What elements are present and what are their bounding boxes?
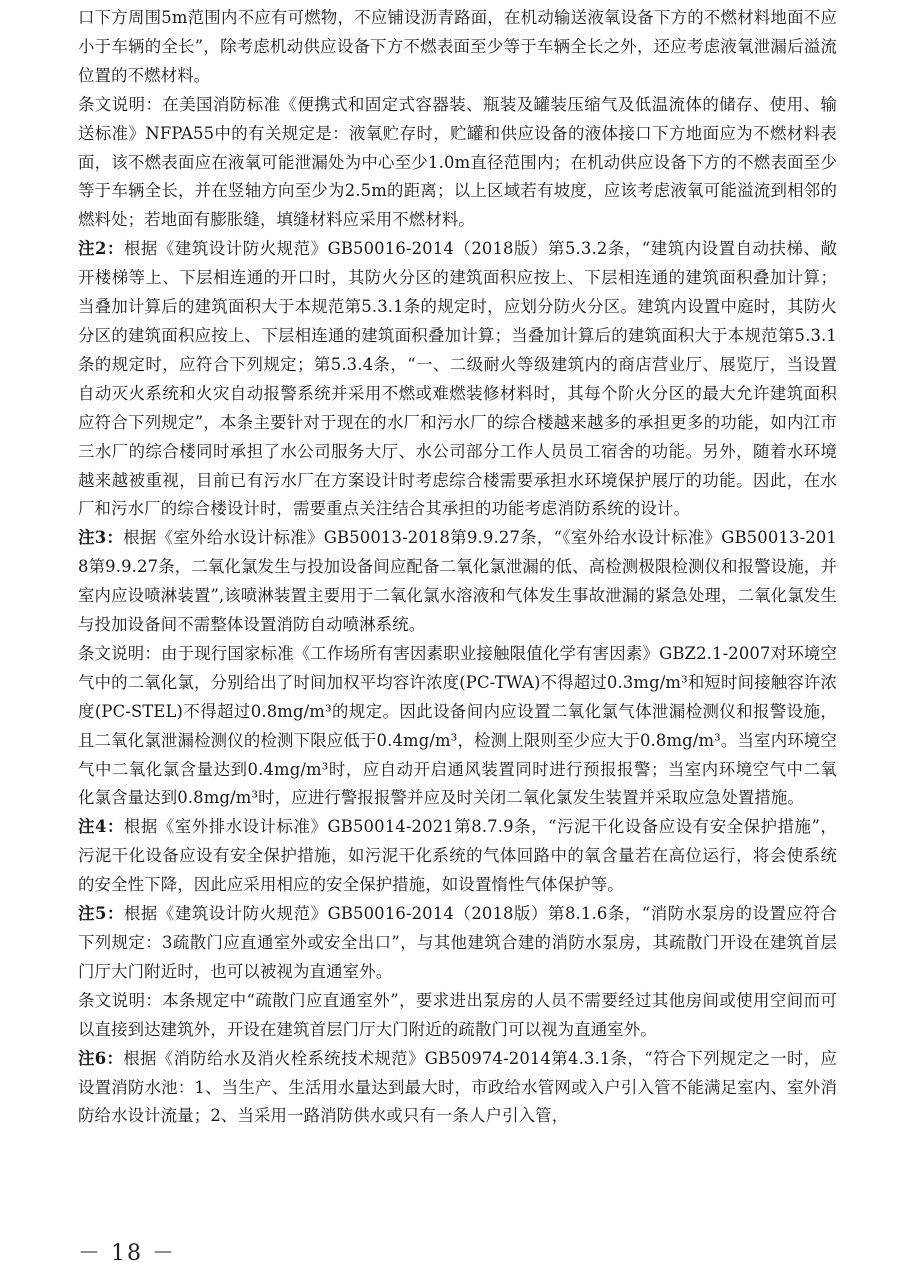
paragraph-clause-note-chlorine	[78, 640, 837, 813]
paragraph-1-text: 口下方周围5m范围内不应有可燃物，不应铺设沥青路面，在机动输送液氧设备下方的不燃材料地面不应小于车辆的全长”，除考虑机动供应设备下方不燃表面至少等于车辆全长之外，还应考虑液氧泄漏后溢流位置的不燃材料。	[78, 8, 837, 85]
note-4-text: 根据《室外排水设计标准》GB50014-2021第8.7.9条，“污泥干化设备应设有安全保护措施”，污泥干化设备应设有安全保护措施，如污泥干化系统的气体回路中的氧含量若在高位运行，将会使系统的安全性下降，因此应采用相应的安全保护措施，如设置惰性气体保护等。	[78, 817, 837, 895]
note-3-text: 根据《室外给水设计标准》GB50013-2018第9.9.27条，“《室外给水设计标准》GB50013-2018第9.9.27条，二氧化氯发生与投加设备间应配备二氧化氯泄漏的低、高检测极限检测仪和报警设施，并室内应设喷淋装置”,该喷淋装置主要用于二氧化氯水溶液和气体发生事故泄漏的紧急处理，二氧化氯发生与投加设备间不需整体设置消防自动喷淋系统。	[78, 528, 837, 635]
note-2-text: 根据《建筑设计防火规范》GB50016-2014（2018版）第5.3.2条，“建筑内设置自动扶梯、敞开楼梯等上、下层相连通的开口时，其防火分区的建筑面积应按上、下层相连通的建筑面积叠加计算；当叠加计算后的建筑面积大于本规范第5.3.1条的规定时，应划分防火分区。建筑内设置中庭时，其防火分区的建筑面积应按上、下层相连通的建筑面积叠加计算；当叠加计算后的建筑面积大于本规范第5.3.1条的规定时，应符合下列规定；第5.3.4条，“一、二级耐火等级建筑内的商店营业厅、展览厅，当设置自动灭火系统和火灾自动报警系统并采用不燃或难燃装修材料时，其每个阶火分区的最大允许建筑面积应符合下列规定”，本条主要针对于现在的水厂和污水厂的综合楼越来越多的承担更多的功能，如内江市三水厂的综合楼同时承担了水公司服务大厅、水公司部分工作人员员工宿舍的功能。另外，随着水环境越来越被重视，目前已有污水厂在方案设计时考虑综合楼需要承担水环境保护展厅的功能。因此，在水厂和污水厂的综合楼设计时，需要重点关注结合其承担的功能考虑消防系统的设计。	[78, 239, 837, 519]
paragraph-note-4	[78, 813, 837, 900]
paragraph-note-3	[78, 524, 837, 640]
note-3-label: 注3：	[78, 528, 124, 548]
paragraph-note-2	[78, 235, 837, 524]
body-text	[78, 4, 837, 1131]
note-5-label: 注5：	[78, 904, 124, 924]
paragraph-2-text: 条文说明：在美国消防标准《便携式和固定式容器装、瓶装及罐装压缩气及低温流体的储存、使用、输送标准》NFPA55中的有关规定是：液氧贮存时，贮罐和供应设备的液体接口下方地面应为不燃材料表面，该不燃表面应在液氧可能泄漏处为中心至少1.0m直径范围内；在机动供应设备下方的不燃表面至少等于车辆全长，并在竖轴方向至少为2.5m的距离；以上区域若有坡度，应该考虑液氧可能溢流到相邻的燃料处；若地面有膨胀缝，填缝材料应采用不燃材料。	[78, 94, 837, 230]
note-2-label: 注2：	[78, 239, 124, 259]
clause-note-exit-text: 条文说明：本条规定中“疏散门应直通室外”，要求进出泵房的人员不需要经过其他房间或使用空间而可以直接到达建筑外，开设在建筑首层门厅大门附近的疏散门可以视为直通室外。	[78, 990, 837, 1039]
note-5-text: 根据《建筑设计防火规范》GB50016-2014（2018版）第8.1.6条，“消防水泵房的设置应符合下列规定：3疏散门应直通室外或安全出口”，与其他建筑合建的消防水泵房，其疏散门开设在建筑首层门厅大门附近时，也可以被视为直通室外。	[78, 904, 837, 981]
page-number: － 18 －	[78, 1241, 176, 1266]
clause-note-chlorine-text: 条文说明：由于现行国家标准《工作场所有害因素职业接触限值化学有害因素》GBZ2.1-2007对环境空气中的二氧化氯，分别给出了时间加权平均容许浓度(PC-TWA)不得超过0.3mg/m³和短时间接触容许浓度(PC-STEL)不得超过0.8mg/m³的规定。因此设备间内应设置二氧化氯气体泄漏检测仪和报警设施，且二氧化氯泄漏检测仪的检测下限应低于0.4mg/m³，检测上限则至少应大于0.8mg/m³。当室内环境空气中二氧化氯含量达到0.4mg/m³时，应自动开启通风装置同时进行预报报警；当室内环境空气中二氧化氯含量达到0.8mg/m³时，应进行警报报警并应及时关闭二氧化氯发生装置并采取应急处置措施。	[78, 643, 837, 808]
note-4-label: 注4：	[78, 817, 124, 837]
note-6-label: 注6：	[78, 1048, 124, 1068]
paragraph-1	[78, 4, 837, 91]
paragraph-clause-note-exit	[78, 987, 837, 1045]
paragraph-2-clause-note	[78, 91, 837, 236]
paragraph-note-6	[78, 1045, 837, 1132]
paragraph-note-5	[78, 900, 837, 987]
note-6-text: 根据《消防给水及消火栓系统技术规范》GB50974-2014第4.3.1条，“符合下列规定之一时，应设置消防水池：1、当生产、生活用水量达到最大时，市政给水管网或入户引入管不能满足室内、室外消防给水设计流量；2、当采用一路消防供水或只有一条人户引入管，	[78, 1048, 837, 1126]
